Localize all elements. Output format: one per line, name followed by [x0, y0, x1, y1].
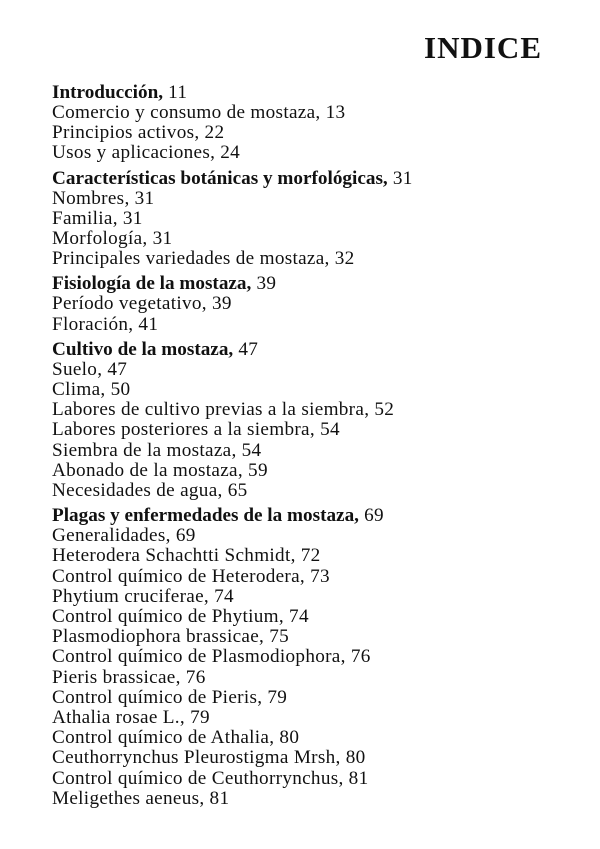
- toc-section-cultivo: [52, 339, 572, 501]
- toc-entry: Ceuthorrynchus Pleurostigma Mrsh, 80: [52, 747, 366, 769]
- toc-entry: Heterodera Schachtti Schmidt, 72: [52, 545, 321, 567]
- toc-entry: Control químico de Athalia, 80: [52, 727, 300, 749]
- section-heading-page: 11: [168, 82, 188, 103]
- toc-entry: Abonado de la mostaza, 59: [52, 459, 268, 481]
- table-of-contents: [52, 82, 572, 809]
- toc-entry: Control químico de Plasmodiophora, 76: [52, 646, 371, 668]
- section-heading-title: Características botánicas y morfológicas,: [52, 167, 388, 189]
- toc-entry: Control químico de Heterodera, 73: [52, 565, 330, 587]
- section-heading-page: 69: [364, 505, 384, 527]
- section-heading: [52, 339, 572, 360]
- section-heading: [52, 82, 572, 103]
- section-heading-page: 47: [238, 338, 259, 360]
- section-heading-title: Introducción,: [52, 82, 164, 103]
- toc-entry: Necesidades de agua, 65: [52, 480, 248, 502]
- page-title: INDICE: [424, 30, 542, 65]
- toc-entry: Generalidades, 69: [52, 525, 196, 547]
- toc-entry: Nombres, 31: [52, 187, 155, 209]
- section-heading: [52, 273, 572, 294]
- toc-entry: Athalia rosae L., 79: [52, 707, 210, 729]
- section-heading-title: Plagas y enfermedades de la mostaza,: [52, 505, 359, 527]
- toc-entry: Control químico de Phytium, 74: [52, 606, 309, 628]
- toc-entry: Familia, 31: [52, 207, 143, 229]
- toc-entry: Meligethes aeneus, 81: [52, 787, 230, 809]
- toc-entry: Floración, 41: [52, 313, 159, 335]
- toc-entry: Labores posteriores a la siembra, 54: [52, 419, 340, 441]
- section-heading-page: 31: [392, 167, 413, 189]
- toc-entry: Morfología, 31: [52, 228, 173, 250]
- toc-entry: Período vegetativo, 39: [52, 293, 232, 315]
- toc-entry: Siembra de la mostaza, 54: [52, 439, 262, 461]
- toc-entry: Principios activos, 22: [52, 122, 225, 144]
- section-heading-title: Cultivo de la mostaza,: [52, 338, 234, 360]
- section-heading-page: 39: [256, 273, 277, 295]
- toc-entry: Phytium cruciferae, 74: [52, 585, 234, 607]
- toc-entry: Plasmodiophora brassicae, 75: [52, 626, 290, 648]
- section-heading-title: Fisiología de la mostaza,: [52, 273, 252, 295]
- toc-entry: Suelo, 47: [52, 358, 128, 380]
- toc-entry: Clima, 50: [52, 379, 131, 401]
- section-heading: [52, 168, 572, 189]
- toc-section-introduccion: [52, 82, 572, 164]
- toc-entry: Pieris brassicae, 76: [52, 666, 206, 688]
- toc-entry: Principales variedades de mostaza, 32: [52, 248, 355, 270]
- toc-section-plagas: [52, 505, 572, 809]
- toc-section-caracteristicas: [52, 168, 572, 270]
- toc-entry: Control químico de Pieris, 79: [52, 686, 288, 708]
- toc-section-fisiologia: [52, 273, 572, 334]
- section-heading: [52, 505, 572, 526]
- toc-entry: Labores de cultivo previas a la siembra, 52: [52, 399, 395, 421]
- toc-entry: Control químico de Ceuthorrynchus, 81: [52, 767, 369, 789]
- toc-entry: Usos y aplicaciones, 24: [52, 142, 241, 164]
- toc-entry: Comercio y consumo de mostaza, 13: [52, 102, 346, 123]
